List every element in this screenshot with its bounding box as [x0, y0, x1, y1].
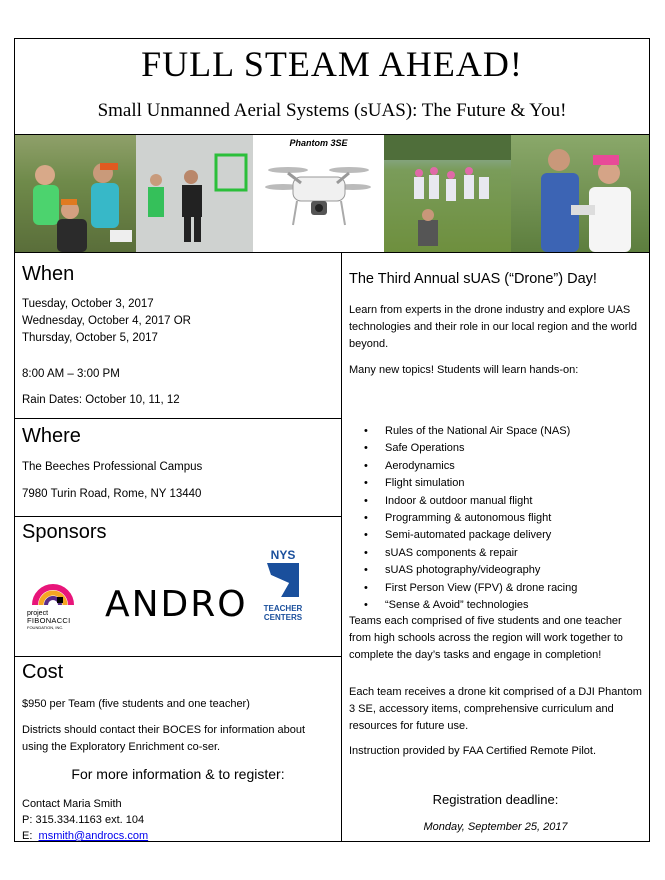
andro-logo: ANDRO — [105, 584, 248, 625]
photo-outdoor-group — [384, 135, 511, 252]
topic-item: • Flight simulation — [364, 475, 577, 492]
fibonacci-line2: FIBONACCI — [27, 616, 71, 625]
when-heading: When — [22, 263, 75, 285]
topic-item: • Rules of the National Air Space (NAS) — [364, 423, 577, 440]
flyer — [14, 38, 650, 842]
page-subtitle: Small Unmanned Aerial Systems (sUAS): The Future & You! — [97, 100, 567, 121]
right-column — [342, 253, 649, 842]
event-heading: The Third Annual sUAS (“Drone”) Day! — [349, 271, 597, 287]
drone-caption: Phantom 3SE — [289, 138, 348, 148]
photo-indoor-image — [136, 135, 253, 252]
left-column — [15, 253, 342, 842]
email-link[interactable]: msmith@androcs.com — [38, 830, 149, 842]
header — [15, 39, 649, 135]
nys-logo-top: NYS — [270, 548, 296, 562]
date-3: Thursday, October 5, 2017 — [22, 332, 158, 344]
topic-item: • Semi-automated package delivery — [364, 527, 577, 544]
date-1: Tuesday, October 3, 2017 — [22, 298, 154, 310]
sponsors-heading: Sponsors — [22, 521, 107, 543]
topic-item: • Safe Operations — [364, 440, 577, 457]
instruction-text: Instruction provided by FAA Certified Remote Pilot. — [349, 745, 597, 757]
where-heading: Where — [22, 425, 81, 447]
fibonacci-spiral-icon — [27, 577, 77, 607]
where-section — [15, 419, 341, 517]
photo-outdoor-image — [384, 135, 511, 252]
deadline-label: Registration deadline: — [432, 792, 559, 807]
event-time: 8:00 AM – 3:00 PM — [22, 368, 120, 380]
fibonacci-line1: project — [27, 610, 49, 617]
intro-text: Learn from experts in the drone industry and explore UAS technologies and their role in our local region and the world beyond. — [349, 304, 638, 350]
fibonacci-line3: FOUNDATION, INC. — [27, 625, 64, 630]
cost-heading: Cost — [22, 661, 64, 683]
fibonacci-logo — [27, 577, 77, 630]
sponsors-section — [15, 517, 341, 657]
when-section — [15, 253, 341, 419]
districts-line-1: Districts should contact their BOCES for information about — [22, 724, 306, 736]
topic-item: • sUAS photography/videography — [364, 562, 577, 579]
photo-instructors — [511, 135, 649, 252]
email-label: E: — [22, 830, 33, 842]
districts-line-2: using the Exploratory Enrichment co-ser. — [22, 741, 221, 753]
nys-teacher-centers-logo — [261, 549, 305, 629]
photo-students-image — [15, 135, 136, 252]
teams-text: Teams each comprised of five students and one teacher from high schools across the region will work together to complete the day’s tasks and engage in completion! — [349, 615, 623, 661]
date-2: Wednesday, October 4, 2017 OR — [22, 315, 191, 327]
contact-phone: P: 315.334.1163 ext. 104 — [22, 814, 145, 826]
contact-email-row — [22, 828, 148, 845]
photo-instructors-image — [511, 135, 649, 252]
photo-indoor-flight — [136, 135, 253, 252]
photo-phantom-drone — [253, 135, 384, 252]
topic-item: • Programming & autonomous flight — [364, 510, 577, 527]
topic-item: • sUAS components & repair — [364, 545, 577, 562]
nys-logo-line2: CENTERS — [263, 613, 303, 622]
topic-item: • Indoor & outdoor manual flight — [364, 493, 577, 510]
cost-price: $950 per Team (five students and one teacher) — [22, 698, 250, 710]
cost-section — [15, 657, 341, 842]
photo-students-drones — [15, 135, 136, 252]
drone-icon — [253, 135, 384, 252]
page-title: FULL STEAM AHEAD! — [141, 44, 523, 84]
topic-item: • “Sense & Avoid” technologies — [364, 597, 577, 614]
photo-strip — [15, 135, 649, 253]
nys-logo-line1: TEACHER — [263, 604, 303, 613]
rain-dates: Rain Dates: October 10, 11, 12 — [22, 394, 180, 406]
topics-intro: Many new topics! Students will learn hands-on: — [349, 364, 579, 376]
topic-item: • First Person View (FPV) & drone racing — [364, 580, 577, 597]
more-info-heading: For more information & to register: — [71, 766, 285, 782]
nys-map-icon — [261, 561, 305, 599]
venue: The Beeches Professional Campus — [22, 461, 203, 473]
address: 7980 Turin Road, Rome, NY 13440 — [22, 488, 202, 500]
topic-item: • Aerodynamics — [364, 458, 577, 475]
kit-text: Each team receives a drone kit comprised of a DJI Phantom 3 SE, accessory items, comprehensive curriculum and resources for future use. — [349, 686, 642, 732]
contact-name: Contact Maria Smith — [22, 798, 122, 810]
deadline-date: Monday, September 25, 2017 — [423, 821, 568, 833]
topics-list — [364, 423, 577, 614]
